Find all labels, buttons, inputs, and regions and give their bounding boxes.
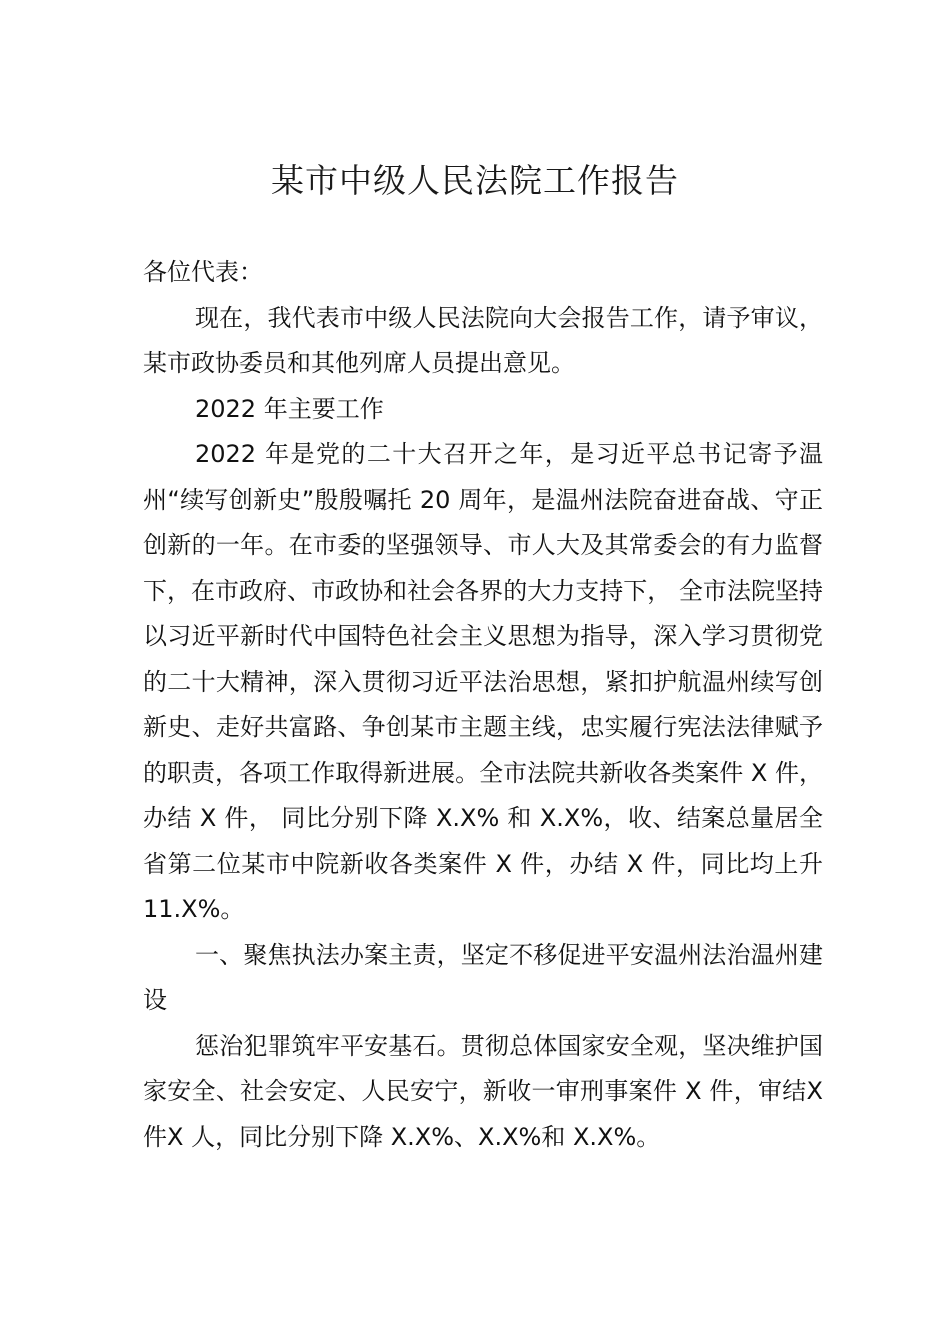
paragraph-intro: 现在，我代表市中级人民法院向大会报告工作，请予审议，某市政协委员和其他列席人员提出意见。 (143, 303, 823, 377)
document-title: 某市中级人民法院工作报告 (271, 161, 679, 200)
paragraph-overview: 2022 年是党的二十大召开之年，是习近平总书记寄予温州“续写创新史”殷殷嘱托 20 周年，是温州法院奋进奋战、守正创新的一年。在市委的坚强领导、市人大及其常委会的有力监督下，在市政府、市政协和社会各界的大力支持下， 全市法院坚持以习近平新时代中国特色社会主义思想为指导，深入学习贯彻党的二十大精神，深入贯彻习近平法治思想，紧扣护航温州续写创新史、走好共富路、争创某市主题主线，忠实履行宪法法律赋予的职责，各项工作取得新进展。全市法院共新收各类案件 X 件，办结 X 件， 同比分别下降 X.X% 和 X.X%，收、结案总量居全省第二位某市中院新收各类案件 X 件，办结 X 件，同比均上升 11.X%。 (143, 440, 823, 923)
paragraph-criminal: 惩治犯罪筑牢平安基石。贯彻总体国家安全观，坚决维护国家安全、社会安定、人民安宁，新收一审刑事案件 X 件，审结X 件X 人，同比分别下降 X.X%、X.X%和 X.X%。 (143, 1031, 823, 1151)
section-heading-one: 一、聚焦执法办案主责，坚定不移促进平安温州法治温州建设 (143, 940, 823, 1014)
section-heading-2022: 2022 年主要工作 (195, 394, 384, 423)
salutation: 各位代表： (143, 258, 263, 286)
document-body (143, 250, 823, 1160)
